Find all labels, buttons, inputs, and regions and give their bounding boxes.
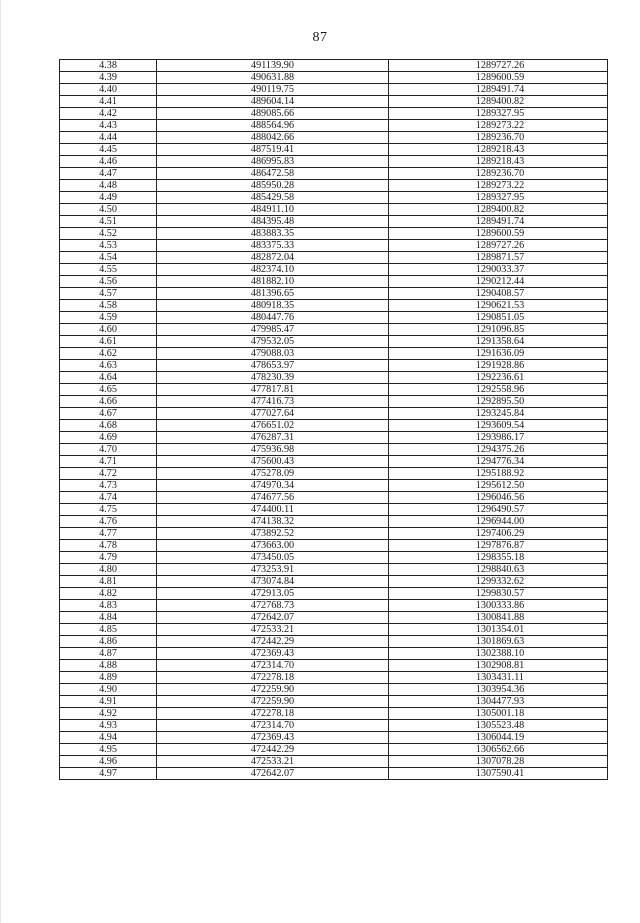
point-number-cell: 4.76 <box>60 516 157 528</box>
point-number-cell: 4.90 <box>60 684 157 696</box>
x-coordinate-cell: 472442.29 <box>157 744 389 756</box>
y-coordinate-cell: 1300841.88 <box>389 612 608 624</box>
point-number-cell: 4.82 <box>60 588 157 600</box>
y-coordinate-cell: 1304477.93 <box>389 696 608 708</box>
y-coordinate-cell: 1294375.26 <box>389 444 608 456</box>
table-row <box>60 444 608 456</box>
point-number-cell: 4.92 <box>60 708 157 720</box>
y-coordinate-cell: 1307590.41 <box>389 768 608 780</box>
point-number-cell: 4.64 <box>60 372 157 384</box>
x-coordinate-cell: 472533.21 <box>157 756 389 768</box>
table-row <box>60 396 608 408</box>
y-coordinate-cell: 1297876.87 <box>389 540 608 552</box>
x-coordinate-cell: 475600.43 <box>157 456 389 468</box>
y-coordinate-cell: 1289727.26 <box>389 240 608 252</box>
x-coordinate-cell: 479985.47 <box>157 324 389 336</box>
y-coordinate-cell: 1290408.57 <box>389 288 608 300</box>
y-coordinate-cell: 1292895.50 <box>389 396 608 408</box>
point-number-cell: 4.53 <box>60 240 157 252</box>
table-row <box>60 156 608 168</box>
x-coordinate-cell: 485429.58 <box>157 192 389 204</box>
table-row <box>60 672 608 684</box>
y-coordinate-cell: 1289218.43 <box>389 156 608 168</box>
point-number-cell: 4.55 <box>60 264 157 276</box>
table-row <box>60 336 608 348</box>
x-coordinate-cell: 474677.56 <box>157 492 389 504</box>
table-row <box>60 468 608 480</box>
x-coordinate-cell: 481396.65 <box>157 288 389 300</box>
point-number-cell: 4.87 <box>60 648 157 660</box>
x-coordinate-cell: 487519.41 <box>157 144 389 156</box>
point-number-cell: 4.62 <box>60 348 157 360</box>
x-coordinate-cell: 472259.90 <box>157 696 389 708</box>
x-coordinate-cell: 472259.90 <box>157 684 389 696</box>
y-coordinate-cell: 1296490.57 <box>389 504 608 516</box>
y-coordinate-cell: 1301354.01 <box>389 624 608 636</box>
y-coordinate-cell: 1293609.54 <box>389 420 608 432</box>
point-number-cell: 4.38 <box>60 60 157 72</box>
y-coordinate-cell: 1298840.63 <box>389 564 608 576</box>
y-coordinate-cell: 1289491.74 <box>389 216 608 228</box>
table-row <box>60 264 608 276</box>
y-coordinate-cell: 1299830.57 <box>389 588 608 600</box>
y-coordinate-cell: 1289400.82 <box>389 204 608 216</box>
point-number-cell: 4.70 <box>60 444 157 456</box>
y-coordinate-cell: 1297406.29 <box>389 528 608 540</box>
coordinates-table <box>59 59 608 780</box>
y-coordinate-cell: 1290033.37 <box>389 264 608 276</box>
table-row <box>60 144 608 156</box>
y-coordinate-cell: 1289871.57 <box>389 252 608 264</box>
point-number-cell: 4.51 <box>60 216 157 228</box>
y-coordinate-cell: 1289327.95 <box>389 192 608 204</box>
table-row <box>60 180 608 192</box>
y-coordinate-cell: 1289236.70 <box>389 132 608 144</box>
x-coordinate-cell: 476287.31 <box>157 432 389 444</box>
table-row <box>60 168 608 180</box>
point-number-cell: 4.58 <box>60 300 157 312</box>
x-coordinate-cell: 488042.66 <box>157 132 389 144</box>
point-number-cell: 4.75 <box>60 504 157 516</box>
point-number-cell: 4.65 <box>60 384 157 396</box>
y-coordinate-cell: 1291358.64 <box>389 336 608 348</box>
point-number-cell: 4.60 <box>60 324 157 336</box>
point-number-cell: 4.56 <box>60 276 157 288</box>
table-row <box>60 684 608 696</box>
point-number-cell: 4.57 <box>60 288 157 300</box>
x-coordinate-cell: 484911.10 <box>157 204 389 216</box>
table-row <box>60 540 608 552</box>
point-number-cell: 4.77 <box>60 528 157 540</box>
table-row <box>60 252 608 264</box>
point-number-cell: 4.74 <box>60 492 157 504</box>
point-number-cell: 4.43 <box>60 120 157 132</box>
table-row <box>60 612 608 624</box>
x-coordinate-cell: 480447.76 <box>157 312 389 324</box>
point-number-cell: 4.86 <box>60 636 157 648</box>
x-coordinate-cell: 472768.73 <box>157 600 389 612</box>
y-coordinate-cell: 1289273.22 <box>389 180 608 192</box>
x-coordinate-cell: 472642.07 <box>157 768 389 780</box>
table-row <box>60 216 608 228</box>
table-row <box>60 576 608 588</box>
x-coordinate-cell: 472314.70 <box>157 720 389 732</box>
x-coordinate-cell: 473450.05 <box>157 552 389 564</box>
table-row <box>60 120 608 132</box>
x-coordinate-cell: 474400.11 <box>157 504 389 516</box>
table-row <box>60 756 608 768</box>
x-coordinate-cell: 489085.66 <box>157 108 389 120</box>
x-coordinate-cell: 473663.00 <box>157 540 389 552</box>
point-number-cell: 4.49 <box>60 192 157 204</box>
coordinates-table-body <box>60 60 608 780</box>
table-row <box>60 108 608 120</box>
y-coordinate-cell: 1306562.66 <box>389 744 608 756</box>
point-number-cell: 4.94 <box>60 732 157 744</box>
table-row <box>60 744 608 756</box>
y-coordinate-cell: 1290212.44 <box>389 276 608 288</box>
point-number-cell: 4.44 <box>60 132 157 144</box>
table-row <box>60 600 608 612</box>
table-row <box>60 636 608 648</box>
table-row <box>60 624 608 636</box>
x-coordinate-cell: 474138.32 <box>157 516 389 528</box>
point-number-cell: 4.96 <box>60 756 157 768</box>
table-row <box>60 432 608 444</box>
y-coordinate-cell: 1306044.19 <box>389 732 608 744</box>
table-row <box>60 720 608 732</box>
table-row <box>60 132 608 144</box>
table-row <box>60 516 608 528</box>
table-row <box>60 348 608 360</box>
x-coordinate-cell: 491139.90 <box>157 60 389 72</box>
point-number-cell: 4.48 <box>60 180 157 192</box>
point-number-cell: 4.40 <box>60 84 157 96</box>
y-coordinate-cell: 1305001.18 <box>389 708 608 720</box>
table-row <box>60 708 608 720</box>
y-coordinate-cell: 1302908.81 <box>389 660 608 672</box>
table-row <box>60 564 608 576</box>
point-number-cell: 4.50 <box>60 204 157 216</box>
x-coordinate-cell: 479532.05 <box>157 336 389 348</box>
point-number-cell: 4.80 <box>60 564 157 576</box>
x-coordinate-cell: 472642.07 <box>157 612 389 624</box>
x-coordinate-cell: 473253.91 <box>157 564 389 576</box>
y-coordinate-cell: 1289727.26 <box>389 60 608 72</box>
table-row <box>60 360 608 372</box>
point-number-cell: 4.84 <box>60 612 157 624</box>
point-number-cell: 4.72 <box>60 468 157 480</box>
table-row <box>60 696 608 708</box>
x-coordinate-cell: 472913.05 <box>157 588 389 600</box>
y-coordinate-cell: 1289273.22 <box>389 120 608 132</box>
table-row <box>60 276 608 288</box>
point-number-cell: 4.97 <box>60 768 157 780</box>
table-row <box>60 768 608 780</box>
y-coordinate-cell: 1289327.95 <box>389 108 608 120</box>
x-coordinate-cell: 478230.39 <box>157 372 389 384</box>
y-coordinate-cell: 1291928.86 <box>389 360 608 372</box>
y-coordinate-cell: 1296046.56 <box>389 492 608 504</box>
page-number: 87 <box>312 30 328 45</box>
point-number-cell: 4.67 <box>60 408 157 420</box>
x-coordinate-cell: 478653.97 <box>157 360 389 372</box>
point-number-cell: 4.46 <box>60 156 157 168</box>
point-number-cell: 4.79 <box>60 552 157 564</box>
table-row <box>60 420 608 432</box>
y-coordinate-cell: 1305523.48 <box>389 720 608 732</box>
y-coordinate-cell: 1291636.09 <box>389 348 608 360</box>
point-number-cell: 4.59 <box>60 312 157 324</box>
x-coordinate-cell: 488564.96 <box>157 120 389 132</box>
y-coordinate-cell: 1296944.00 <box>389 516 608 528</box>
table-row <box>60 480 608 492</box>
y-coordinate-cell: 1292236.61 <box>389 372 608 384</box>
point-number-cell: 4.81 <box>60 576 157 588</box>
y-coordinate-cell: 1291096.85 <box>389 324 608 336</box>
x-coordinate-cell: 490631.88 <box>157 72 389 84</box>
x-coordinate-cell: 485950.28 <box>157 180 389 192</box>
y-coordinate-cell: 1290621.53 <box>389 300 608 312</box>
x-coordinate-cell: 472314.70 <box>157 660 389 672</box>
point-number-cell: 4.93 <box>60 720 157 732</box>
point-number-cell: 4.83 <box>60 600 157 612</box>
x-coordinate-cell: 484395.48 <box>157 216 389 228</box>
table-row <box>60 288 608 300</box>
y-coordinate-cell: 1289400.82 <box>389 96 608 108</box>
x-coordinate-cell: 483375.33 <box>157 240 389 252</box>
y-coordinate-cell: 1289600.59 <box>389 228 608 240</box>
point-number-cell: 4.88 <box>60 660 157 672</box>
y-coordinate-cell: 1307078.28 <box>389 756 608 768</box>
x-coordinate-cell: 472442.29 <box>157 636 389 648</box>
table-row <box>60 192 608 204</box>
table-row <box>60 528 608 540</box>
x-coordinate-cell: 486472.58 <box>157 168 389 180</box>
point-number-cell: 4.89 <box>60 672 157 684</box>
table-row <box>60 204 608 216</box>
y-coordinate-cell: 1293245.84 <box>389 408 608 420</box>
y-coordinate-cell: 1299332.62 <box>389 576 608 588</box>
point-number-cell: 4.73 <box>60 480 157 492</box>
x-coordinate-cell: 489604.14 <box>157 96 389 108</box>
x-coordinate-cell: 481882.10 <box>157 276 389 288</box>
point-number-cell: 4.85 <box>60 624 157 636</box>
table-row <box>60 492 608 504</box>
table-row <box>60 588 608 600</box>
x-coordinate-cell: 477416.73 <box>157 396 389 408</box>
y-coordinate-cell: 1300333.86 <box>389 600 608 612</box>
x-coordinate-cell: 480918.35 <box>157 300 389 312</box>
x-coordinate-cell: 472533.21 <box>157 624 389 636</box>
x-coordinate-cell: 490119.75 <box>157 84 389 96</box>
x-coordinate-cell: 475278.09 <box>157 468 389 480</box>
y-coordinate-cell: 1289600.59 <box>389 72 608 84</box>
table-row <box>60 96 608 108</box>
x-coordinate-cell: 477817.81 <box>157 384 389 396</box>
y-coordinate-cell: 1289491.74 <box>389 84 608 96</box>
table-row <box>60 312 608 324</box>
point-number-cell: 4.54 <box>60 252 157 264</box>
y-coordinate-cell: 1292558.96 <box>389 384 608 396</box>
point-number-cell: 4.39 <box>60 72 157 84</box>
y-coordinate-cell: 1289236.70 <box>389 168 608 180</box>
point-number-cell: 4.63 <box>60 360 157 372</box>
y-coordinate-cell: 1294776.34 <box>389 456 608 468</box>
table-row <box>60 300 608 312</box>
x-coordinate-cell: 475936.98 <box>157 444 389 456</box>
table-row <box>60 732 608 744</box>
table-row <box>60 372 608 384</box>
table-row <box>60 228 608 240</box>
x-coordinate-cell: 473892.52 <box>157 528 389 540</box>
x-coordinate-cell: 472278.18 <box>157 672 389 684</box>
point-number-cell: 4.45 <box>60 144 157 156</box>
table-row <box>60 456 608 468</box>
y-coordinate-cell: 1295612.50 <box>389 480 608 492</box>
y-coordinate-cell: 1289218.43 <box>389 144 608 156</box>
x-coordinate-cell: 472369.43 <box>157 732 389 744</box>
x-coordinate-cell: 477027.64 <box>157 408 389 420</box>
table-row <box>60 84 608 96</box>
x-coordinate-cell: 472369.43 <box>157 648 389 660</box>
x-coordinate-cell: 482872.04 <box>157 252 389 264</box>
y-coordinate-cell: 1293986.17 <box>389 432 608 444</box>
table-row <box>60 60 608 72</box>
point-number-cell: 4.41 <box>60 96 157 108</box>
x-coordinate-cell: 472278.18 <box>157 708 389 720</box>
x-coordinate-cell: 473074.84 <box>157 576 389 588</box>
table-row <box>60 660 608 672</box>
x-coordinate-cell: 486995.83 <box>157 156 389 168</box>
y-coordinate-cell: 1301869.63 <box>389 636 608 648</box>
point-number-cell: 4.68 <box>60 420 157 432</box>
point-number-cell: 4.52 <box>60 228 157 240</box>
table-row <box>60 408 608 420</box>
point-number-cell: 4.91 <box>60 696 157 708</box>
y-coordinate-cell: 1303954.36 <box>389 684 608 696</box>
table-row <box>60 72 608 84</box>
table-row <box>60 324 608 336</box>
table-row <box>60 240 608 252</box>
table-row <box>60 552 608 564</box>
x-coordinate-cell: 479088.03 <box>157 348 389 360</box>
table-row <box>60 504 608 516</box>
x-coordinate-cell: 474970.34 <box>157 480 389 492</box>
point-number-cell: 4.71 <box>60 456 157 468</box>
point-number-cell: 4.42 <box>60 108 157 120</box>
y-coordinate-cell: 1303431.11 <box>389 672 608 684</box>
x-coordinate-cell: 476651.02 <box>157 420 389 432</box>
y-coordinate-cell: 1295188.92 <box>389 468 608 480</box>
table-row <box>60 384 608 396</box>
y-coordinate-cell: 1298355.18 <box>389 552 608 564</box>
point-number-cell: 4.69 <box>60 432 157 444</box>
point-number-cell: 4.61 <box>60 336 157 348</box>
point-number-cell: 4.66 <box>60 396 157 408</box>
scan-edge-shadow <box>0 0 1 923</box>
point-number-cell: 4.78 <box>60 540 157 552</box>
x-coordinate-cell: 483883.35 <box>157 228 389 240</box>
y-coordinate-cell: 1302388.10 <box>389 648 608 660</box>
x-coordinate-cell: 482374.10 <box>157 264 389 276</box>
y-coordinate-cell: 1290851.05 <box>389 312 608 324</box>
point-number-cell: 4.95 <box>60 744 157 756</box>
table-row <box>60 648 608 660</box>
point-number-cell: 4.47 <box>60 168 157 180</box>
